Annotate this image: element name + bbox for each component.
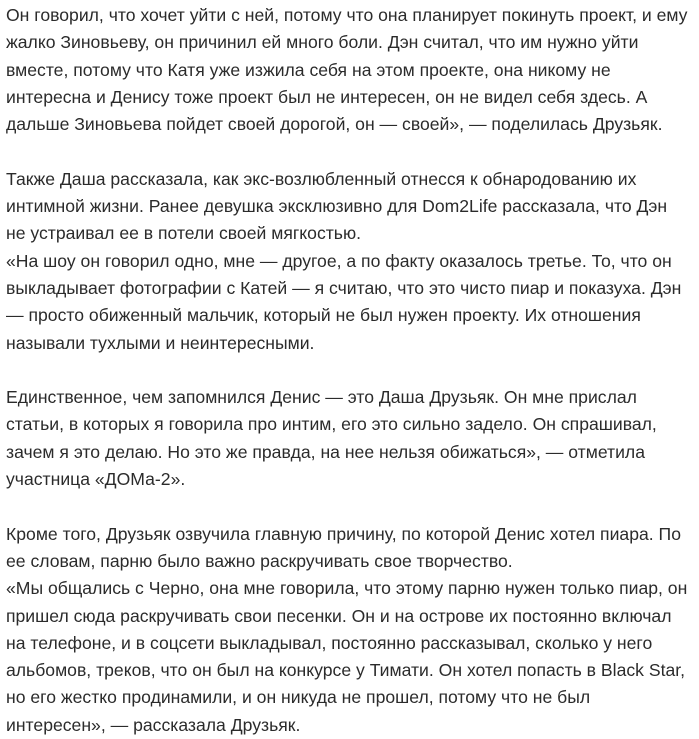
quote-line: интересен», — рассказала Друзьяк. (6, 714, 301, 735)
quote-line: участница «ДОМа-2». (6, 469, 186, 490)
text-line: ее словам, парню было важно раскручивать свое творчество. (6, 550, 513, 571)
quote-line: «Мы общались с Черно, она мне говорила, что этому парню нужен только пиар, он (6, 578, 688, 599)
text-line: Кроме того, Друзьяк озвучила главную причину, по которой Денис хотел пиара. По (6, 523, 681, 544)
text-line: Также Даша рассказала, как экс-возлюбленный отнесся к обнародованию их (6, 168, 637, 189)
text-line: интересна и Денису тоже проект был не интересен, он не видел себя здесь. А (6, 86, 648, 107)
text-line: интимной жизни. Ранее девушка эксклюзивно для Dom2Life рассказала, что Дэн (6, 196, 668, 217)
text-line: не устраивал ее в потели своей мягкостью. (6, 223, 362, 244)
quote-line: но его жестко продинамили, и он никуда не прошел, потому что не был (6, 687, 591, 708)
quote-line: Единственное, чем запомнился Денис — это Даша Друзьяк. Он мне прислал (6, 387, 637, 408)
quote-line: зачем я это делаю. Но это же правда, на нее нельзя обижаться», — отметила (6, 441, 645, 462)
text-line: вместе, потому что Катя уже изжила себя на этом проекте, она никому не (6, 59, 611, 80)
article-paragraph (6, 166, 693, 357)
quote-line: на телефоне, и в соцсети выкладывал, постоянно рассказывал, сколько у него (6, 632, 653, 653)
quote-line: называли тухлыми и неинтересными. (6, 332, 315, 353)
text-line: дальше Зиновьева пойдет своей дорогой, он — своей», — поделилась Друзьяк. (6, 114, 663, 135)
quote-line: «На шоу он говорил одно, мне — другое, а по факту оказалось третье. То, что он (6, 250, 672, 271)
text-line: жалко Зиновьеву, он причинил ей много боли. Дэн считал, что им нужно уйти (6, 32, 639, 53)
quote-line: пришел сюда раскручивать свои песенки. Он и на острове их постоянно включал (6, 605, 672, 626)
quote-line: выкладывает фотографии с Катей — я считаю, что это чисто пиар и показуха. Дэн (6, 277, 682, 298)
quote-line: статьи, в которых я говорила про интим, его это сильно задело. Он спрашивал, (6, 414, 657, 435)
quote-line: — просто обиженный мальчик, который не был нужен проекту. Их отношения (6, 305, 641, 326)
article-paragraph (6, 384, 693, 493)
article-paragraph (6, 2, 693, 138)
quote-line: альбомов, треков, что он был на конкурсе у Тимати. Он хотел попасть в Black Star, (6, 660, 686, 681)
article-paragraph (6, 521, 693, 739)
text-line: Он говорил, что хочет уйти с ней, потому что она планирует покинуть проект, и ему (6, 5, 688, 25)
